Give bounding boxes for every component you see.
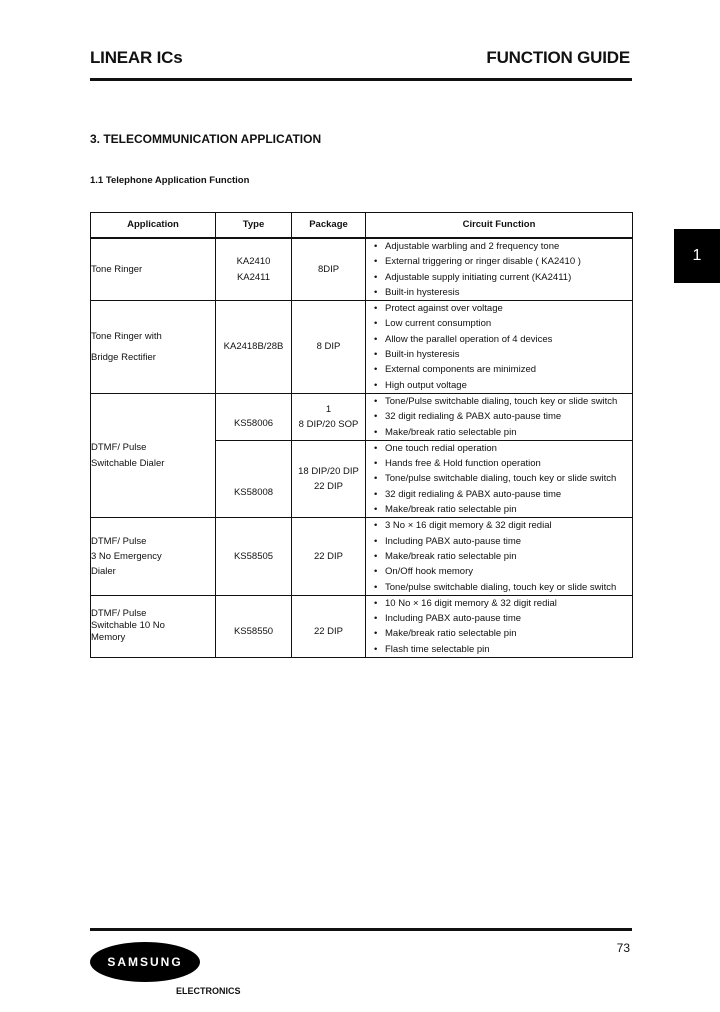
table-row	[91, 301, 633, 394]
package-line: 18 DIP/20 DIP	[298, 465, 359, 477]
package-line: 1	[325, 403, 332, 415]
table-row	[91, 393, 633, 440]
header-title-left: LINEAR ICs	[90, 48, 183, 67]
cell-type	[216, 238, 292, 301]
table-row	[91, 595, 633, 657]
application-line: DTMF/ Pulse	[91, 442, 147, 454]
function-item: • Protect against over voltage	[374, 301, 632, 316]
type-line: KS58550	[233, 625, 274, 637]
function-item: • Including PABX auto-pause time	[374, 611, 632, 626]
logo-subtitle: ELECTRONICS	[176, 986, 241, 996]
cell-circuit-function	[366, 518, 633, 595]
function-item: • External components are minimized	[374, 362, 632, 377]
function-guide-table	[90, 212, 633, 658]
function-item: • On/Off hook memory	[374, 564, 632, 579]
function-item: • Adjustable warbling and 2 frequency tone	[374, 239, 632, 254]
page-number: 73	[616, 941, 630, 955]
function-item: • High output voltage	[374, 378, 632, 393]
function-item: • One touch redial operation	[374, 441, 632, 456]
header-circuit-function: Circuit Function	[366, 213, 633, 239]
type-line: KA2410	[236, 256, 271, 268]
type-line: KS58006	[233, 418, 274, 430]
table-row	[91, 518, 633, 595]
cell-type	[216, 393, 292, 440]
section-title: 3. TELECOMMUNICATION APPLICATION	[90, 132, 322, 146]
samsung-logo	[90, 942, 200, 982]
application-line: Memory	[91, 632, 126, 644]
package-line: 22 DIP	[313, 625, 344, 637]
function-item: • Tone/pulse switchable dialing, touch key or slide switch	[374, 471, 632, 486]
function-item: • External triggering or ringer disable ( KA2410 )	[374, 254, 632, 269]
application-line: Dialer	[91, 566, 116, 578]
table-header-row	[91, 213, 633, 239]
cell-package	[292, 301, 366, 394]
application-line: DTMF/ Pulse	[91, 535, 147, 547]
application-line: Tone Ringer with	[91, 331, 162, 343]
package-line: 8 DIP/20 SOP	[298, 418, 359, 430]
cell-application	[91, 238, 216, 301]
subsection-title: 1.1 Telephone Application Function	[90, 175, 250, 186]
cell-application	[91, 393, 216, 517]
function-item: • Tone/Pulse switchable dialing, touch key or slide switch	[374, 394, 632, 409]
cell-type	[216, 301, 292, 394]
type-line: KA2418B/28B	[223, 341, 284, 353]
package-line: 8 DIP	[316, 341, 341, 353]
cell-package	[292, 393, 366, 440]
package-line: 22 DIP	[313, 550, 344, 562]
logo-text: SAMSUNG	[107, 955, 183, 969]
type-line: KA2411	[236, 271, 271, 283]
footer-rule	[90, 928, 632, 931]
application-line: Bridge Rectifier	[91, 351, 156, 363]
chapter-tab-marker: 1	[674, 229, 720, 283]
cell-circuit-function	[366, 440, 633, 517]
cell-type	[216, 595, 292, 657]
application-line: Switchable Dialer	[91, 457, 165, 469]
header-type: Type	[216, 213, 292, 239]
function-item: • Including PABX auto-pause time	[374, 534, 632, 549]
header-application: Application	[91, 213, 216, 239]
cell-package	[292, 238, 366, 301]
cell-application	[91, 595, 216, 657]
application-line: Tone Ringer	[91, 263, 143, 275]
package-line: 8DIP	[317, 263, 340, 275]
function-item: • Make/break ratio selectable pin	[374, 425, 632, 440]
application-line: Switchable 10 No	[91, 620, 165, 632]
function-item: • Allow the parallel operation of 4 devices	[374, 332, 632, 347]
type-line: KS58008	[233, 487, 274, 499]
header-rule	[90, 78, 632, 81]
function-item: • 3 No × 16 digit memory & 32 digit redial	[374, 518, 632, 533]
function-item: • Flash time selectable pin	[374, 642, 632, 657]
header-title-right: FUNCTION GUIDE	[486, 48, 630, 67]
function-item: • Built-in hysteresis	[374, 347, 632, 362]
cell-application	[91, 301, 216, 394]
function-item: • Make/break ratio selectable pin	[374, 626, 632, 641]
cell-circuit-function	[366, 301, 633, 394]
cell-circuit-function	[366, 238, 633, 301]
function-item: • Hands free & Hold function operation	[374, 456, 632, 471]
function-item: • Built-in hysteresis	[374, 285, 632, 300]
function-item: • Make/break ratio selectable pin	[374, 502, 632, 517]
function-item: • Tone/pulse switchable dialing, touch key or slide switch	[374, 580, 632, 595]
header-package: Package	[292, 213, 366, 239]
cell-type	[216, 518, 292, 595]
package-line: 22 DIP	[313, 481, 344, 493]
function-item: • Low current consumption	[374, 316, 632, 331]
table-row	[91, 238, 633, 301]
cell-circuit-function	[366, 393, 633, 440]
cell-circuit-function	[366, 595, 633, 657]
cell-package	[292, 518, 366, 595]
application-line: DTMF/ Pulse	[91, 608, 147, 620]
function-item: • Adjustable supply initiating current (KA2411)	[374, 270, 632, 285]
type-line: KS58505	[233, 550, 274, 562]
cell-package	[292, 595, 366, 657]
function-item: • 32 digit redialing & PABX auto-pause time	[374, 487, 632, 502]
cell-application	[91, 518, 216, 595]
function-item: • Make/break ratio selectable pin	[374, 549, 632, 564]
cell-type	[216, 440, 292, 517]
function-item: • 32 digit redialing & PABX auto-pause time	[374, 409, 632, 424]
function-item: • 10 No × 16 digit memory & 32 digit redial	[374, 596, 632, 611]
application-line: 3 No Emergency	[91, 550, 162, 562]
cell-package	[292, 440, 366, 517]
